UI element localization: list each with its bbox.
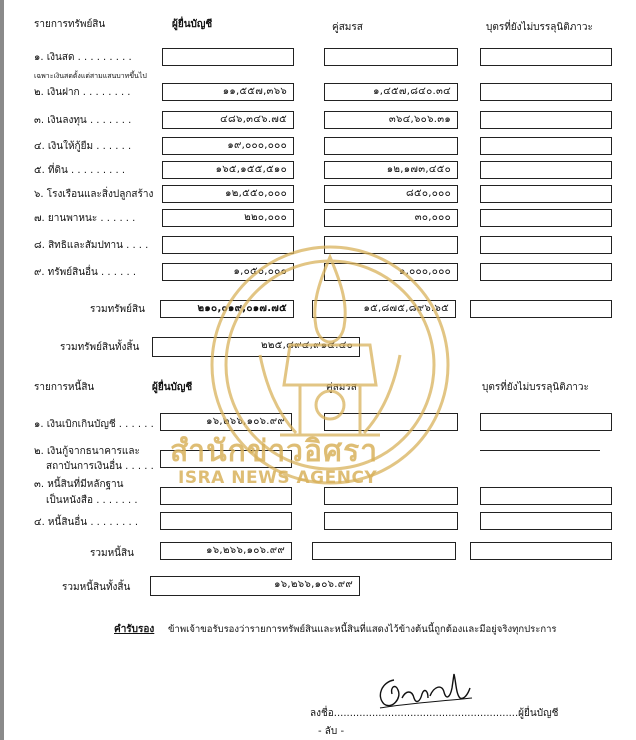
liabilities-col-child: บุตรที่ยังไม่บรรลุนิติภาวะ xyxy=(482,382,589,393)
liability-row-3-spouse xyxy=(324,487,458,505)
liabilities-total-label: รวมหนี้สิน xyxy=(90,548,134,559)
signature-line: ลงชื่อ..........................................................ผู้ยื่นบัญชี xyxy=(310,708,559,719)
certification-text: ข้าพเจ้าขอรับรองว่ารายการทรัพย์สินและหนี้สินที่แสดงไว้ข้างต้นนี้ถูกต้องและมีอยู่จริงทุกประการ xyxy=(168,624,557,635)
asset-row-7-label: ๗. ยานพาหนะ . . . . . . xyxy=(34,213,136,224)
asset-row-2-child xyxy=(480,83,612,101)
liability-row-2-label: ๒. เงินกู้จากธนาคารและ xyxy=(34,446,140,457)
assets-total-label: รวมทรัพย์สิน xyxy=(90,304,145,315)
liability-row-2-child-line xyxy=(480,450,600,451)
assets-grand-label: รวมทรัพย์สินทั้งสิ้น xyxy=(60,342,140,353)
asset-row-1-child xyxy=(480,48,612,66)
liabilities-header: รายการหนี้สิน xyxy=(34,382,95,393)
asset-row-3-child xyxy=(480,111,612,129)
asset-row-4-declarant: ๑๙,๐๐๐,๐๐๐ xyxy=(162,137,294,155)
liability-row-4-declarant xyxy=(160,512,292,530)
watermark-english: ISRA NEWS AGENCY xyxy=(178,468,378,488)
asset-row-8-declarant xyxy=(162,236,294,254)
liability-row-1-declarant: ๑๖,๒๖๖,๑๐๖.๙๙ xyxy=(160,413,292,431)
asset-row-4-label: ๔. เงินให้กู้ยืม . . . . . . xyxy=(34,141,132,152)
asset-row-1-label: ๑. เงินสด . . . . . . . . . xyxy=(34,52,132,63)
certification-heading: คำรับรอง xyxy=(114,624,155,635)
asset-row-8-spouse xyxy=(324,236,458,254)
assets-col-declarant: ผู้ยื่นบัญชี xyxy=(172,19,213,30)
asset-row-2-spouse: ๑,๔๕๗,๘๔๐.๓๔ xyxy=(324,83,458,101)
asset-row-1-spouse xyxy=(324,48,458,66)
assets-total-declarant: ๒๑๐,๐๑๙,๐๑๗.๗๕ xyxy=(160,300,294,318)
liability-row-3-label2: เป็นหนังสือ . . . . . . . xyxy=(46,495,138,506)
asset-row-5-label: ๕. ที่ดิน . . . . . . . . . xyxy=(34,165,126,176)
assets-total-child xyxy=(470,300,612,318)
liability-row-4-label: ๔. หนี้สินอื่น . . . . . . . . xyxy=(34,517,138,528)
liability-row-3-label: ๓. หนี้สินที่มีหลักฐาน xyxy=(34,479,124,490)
assets-total-spouse: ๑๕,๘๗๕,๘๙๖.๖๕ xyxy=(312,300,456,318)
assets-grand-value: ๒๒๕,๘๙๔,๙๑๔.๔๐ xyxy=(152,337,360,357)
liabilities-total-declarant: ๑๖,๒๖๖,๑๐๖.๙๙ xyxy=(160,542,292,560)
asset-row-6-label: ๖. โรงเรือนและสิ่งปลูกสร้าง xyxy=(34,189,154,200)
asset-row-4-spouse xyxy=(324,137,458,155)
asset-row-5-spouse: ๑๒,๑๗๓,๔๕๐ xyxy=(324,161,458,179)
liability-row-2-label2: สถาบันการเงินอื่น . . . . . xyxy=(46,461,154,472)
assets-header: รายการทรัพย์สิน xyxy=(34,19,106,30)
asset-row-8-child xyxy=(480,236,612,254)
asset-row-6-declarant: ๑๒,๕๕๐,๐๐๐ xyxy=(162,185,294,203)
asset-row-2-declarant: ๑๑,๕๕๗,๓๖๖ xyxy=(162,83,294,101)
watermark-thai: สำนักข่าวอิศรา xyxy=(170,434,379,469)
deposit-note: เฉพาะเงินสดตั้งแต่สามแสนบาทขึ้นไป xyxy=(34,72,147,80)
liability-row-1-label: ๑. เงินเบิกเกินบัญชี . . . . . . xyxy=(34,419,154,430)
assets-col-spouse: คู่สมรส xyxy=(332,22,363,33)
assets-col-child: บุตรที่ยังไม่บรรลุนิติภาวะ xyxy=(486,22,593,33)
asset-row-5-child xyxy=(480,161,612,179)
liabilities-total-child xyxy=(470,542,612,560)
asset-row-9-child xyxy=(480,263,612,281)
liabilities-col-spouse: คู่สมรส xyxy=(326,382,357,393)
liability-row-1-spouse xyxy=(324,413,458,431)
asset-row-6-spouse: ๘๕๐,๐๐๐ xyxy=(324,185,458,203)
asset-row-7-spouse: ๓๐,๐๐๐ xyxy=(324,209,458,227)
asset-row-2-label: ๒. เงินฝาก . . . . . . . . xyxy=(34,87,131,98)
liability-row-3-child xyxy=(480,487,612,505)
asset-row-3-spouse: ๓๖๔,๖๐๖.๓๑ xyxy=(324,111,458,129)
liability-row-4-child xyxy=(480,512,612,530)
asset-row-7-declarant: ๒๒๐,๐๐๐ xyxy=(162,209,294,227)
liabilities-grand-label: รวมหนี้สินทั้งสิ้น xyxy=(62,582,131,593)
asset-row-3-label: ๓. เงินลงทุน . . . . . . . xyxy=(34,115,132,126)
asset-row-9-label: ๙. ทรัพย์สินอื่น . . . . . . xyxy=(34,267,137,278)
asset-row-1-declarant xyxy=(162,48,294,66)
liabilities-col-declarant: ผู้ยื่นบัญชี xyxy=(152,382,193,393)
liability-row-4-spouse xyxy=(324,512,458,530)
asset-row-7-child xyxy=(480,209,612,227)
asset-row-5-declarant: ๑๖๕,๑๕๕,๕๑๐ xyxy=(162,161,294,179)
asset-row-6-child xyxy=(480,185,612,203)
liabilities-total-spouse xyxy=(312,542,456,560)
liabilities-grand-value: ๑๖,๒๖๖,๑๐๖.๙๙ xyxy=(150,576,360,596)
liability-row-3-declarant xyxy=(160,487,292,505)
asset-row-9-declarant: ๑,๐๕๐,๐๐๐ xyxy=(162,263,294,281)
scan-edge xyxy=(0,0,4,740)
asset-row-8-label: ๘. สิทธิและสัมปทาน . . . . xyxy=(34,240,149,251)
page-marker: - ลับ - xyxy=(318,726,345,737)
liability-row-1-child xyxy=(480,413,612,431)
asset-row-3-declarant: ๔๘๖,๓๔๖.๗๕ xyxy=(162,111,294,129)
asset-row-9-spouse: ๑,๐๐๐,๐๐๐ xyxy=(324,263,458,281)
asset-row-4-child xyxy=(480,137,612,155)
